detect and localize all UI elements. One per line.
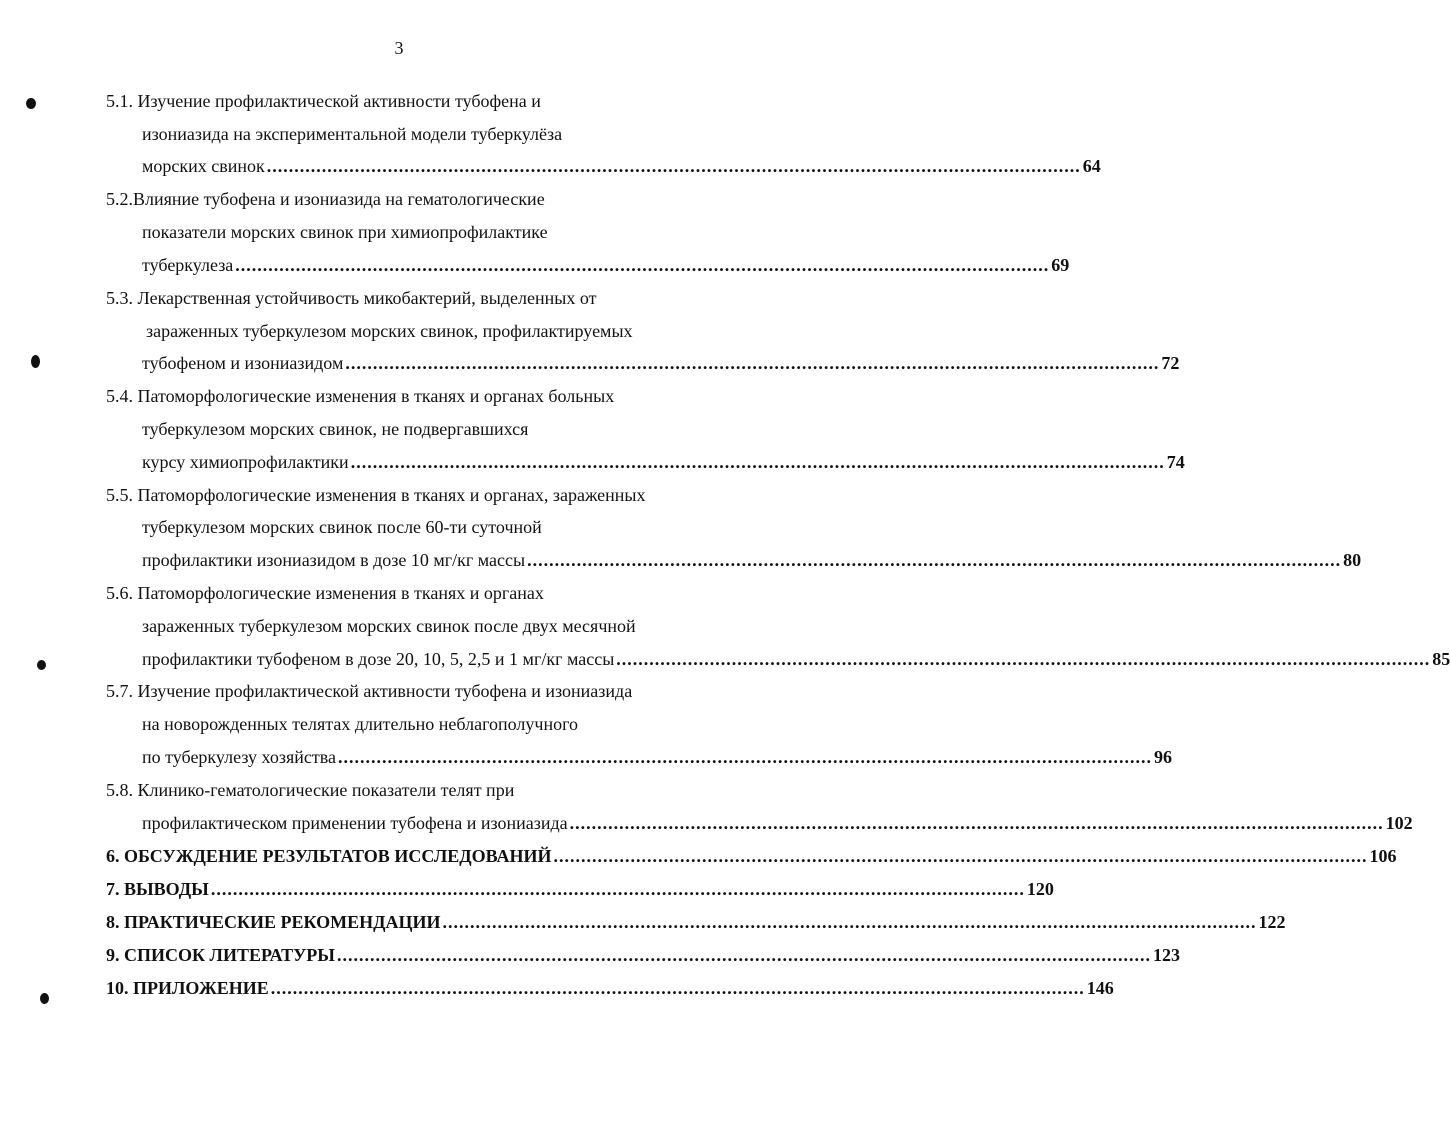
toc-chapter-title: 8. ПРАКТИЧЕСКИЕ РЕКОМЕНДАЦИИ (106, 912, 441, 932)
toc-entry-5-2[interactable] (142, 254, 1070, 276)
toc-entry-line: 5.1. Изучение профилактической активности тубофена и (106, 91, 541, 111)
toc-chapter-title: 9. СПИСОК ЛИТЕРАТУРЫ (106, 945, 335, 965)
toc-entry-5-1[interactable] (142, 155, 1101, 177)
toc-entry-title: профилактики изониазидом в дозе 10 мг/кг массы (142, 550, 526, 570)
toc-entry-line: туберкулезом морских свинок после 60-ти суточной (142, 517, 542, 537)
toc-page-number: 123 (1152, 945, 1180, 965)
toc-dot-leader: .................................................................................................................................................... (442, 912, 1257, 932)
toc-dot-leader: .................................................................................................................................................... (270, 978, 1085, 998)
toc-dot-leader: .................................................................................................................................................... (345, 353, 1160, 373)
toc-entry-title: морских свинок (142, 156, 265, 176)
toc-entry-5-3[interactable] (142, 352, 1180, 374)
toc-entry-line: 5.7. Изучение профилактической активности тубофена и изониазида (106, 681, 633, 701)
toc-page-number: 146 (1086, 978, 1114, 998)
toc-entry-line: туберкулезом морских свинок, не подвергавшихся (142, 419, 529, 439)
toc-entry-title: курсу химиопрофилактики (142, 452, 349, 472)
toc-dot-leader: .................................................................................................................................................... (616, 649, 1431, 669)
toc-page-number: 69 (1051, 255, 1070, 275)
toc-dot-leader: .................................................................................................................................................... (266, 156, 1081, 176)
punch-hole-mark (40, 993, 49, 1004)
toc-entry-line: 5.2.Влияние тубофена и изониазида на гематологические (106, 189, 545, 209)
toc-page-number: 106 (1369, 846, 1397, 866)
toc-dot-leader: .................................................................................................................................................... (350, 452, 1165, 472)
toc-chapter-8[interactable] (106, 911, 1286, 933)
toc-entry-line: 5.4. Патоморфологические изменения в тканях и органах больных (106, 386, 615, 406)
toc-page-number: 64 (1082, 156, 1101, 176)
toc-entry-title: тубофеном и изониазидом (142, 353, 344, 373)
toc-entry-line: показатели морских свинок при химиопрофилактике (142, 222, 548, 242)
toc-dot-leader: .................................................................................................................................................... (569, 813, 1384, 833)
toc-entry-5-8[interactable] (142, 812, 1413, 834)
toc-dot-leader: .................................................................................................................................................... (553, 846, 1368, 866)
toc-page-number: 122 (1258, 912, 1286, 932)
toc-chapter-6[interactable] (106, 845, 1397, 867)
toc-dot-leader: .................................................................................................................................................... (210, 879, 1025, 899)
toc-chapter-title: 10. ПРИЛОЖЕНИЕ (106, 978, 269, 998)
toc-entry-title: профилактическом применении тубофена и изониазида (142, 813, 568, 833)
toc-entry-5-7[interactable] (142, 746, 1173, 768)
toc-chapter-9[interactable] (106, 944, 1180, 966)
toc-entry-line: на новорожденных телятах длительно неблагополучного (142, 714, 579, 734)
toc-dot-leader: .................................................................................................................................................... (527, 550, 1342, 570)
toc-page-number: 120 (1026, 879, 1054, 899)
toc-chapter-7[interactable] (106, 878, 1054, 900)
toc-page-number: 85 (1432, 649, 1450, 669)
page-number: 3 (394, 38, 404, 58)
toc-entry-line: зараженных туберкулезом морских свинок после двух месячной (142, 616, 636, 636)
toc-dot-leader: .................................................................................................................................................... (338, 747, 1153, 767)
toc-dot-leader: .................................................................................................................................................... (235, 255, 1050, 275)
toc-entry-5-5[interactable] (142, 549, 1362, 571)
toc-chapter-10[interactable] (106, 977, 1114, 999)
toc-entry-line: 5.6. Патоморфологические изменения в тканях и органах (106, 583, 544, 603)
toc-chapter-title: 6. ОБСУЖДЕНИЕ РЕЗУЛЬТАТОВ ИССЛЕДОВАНИЙ (106, 846, 552, 866)
toc-entry-line: зараженных туберкулезом морских свинок, профилактируемых (146, 321, 633, 341)
toc-entry-line: изониазида на экспериментальной модели туберкулёза (142, 124, 563, 144)
toc-dot-leader: .................................................................................................................................................... (336, 945, 1151, 965)
punch-hole-mark (26, 98, 36, 109)
toc-entry-line: 5.3. Лекарственная устойчивость микобактерий, выделенных от (106, 288, 597, 308)
toc-entry-title: туберкулеза (142, 255, 234, 275)
toc-entry-5-4[interactable] (142, 451, 1185, 473)
toc-page-number: 80 (1343, 550, 1362, 570)
toc-entry-line: 5.8. Клинико-гематологические показатели телят при (106, 780, 515, 800)
toc-chapter-title: 7. ВЫВОДЫ (106, 879, 209, 899)
toc-entry-title: по туберкулезу хозяйства (142, 747, 337, 767)
punch-hole-mark (37, 660, 46, 670)
toc-page-number: 96 (1154, 747, 1173, 767)
toc-page-number: 74 (1166, 452, 1185, 472)
toc-page-number: 72 (1161, 353, 1180, 373)
toc-entry-5-6[interactable] (142, 648, 1450, 670)
toc-entry-title: профилактики тубофеном в дозе 20, 10, 5, 2,5 и 1 мг/кг массы (142, 649, 615, 669)
punch-hole-mark (31, 355, 40, 368)
toc-page-number: 102 (1385, 813, 1413, 833)
toc-entry-line: 5.5. Патоморфологические изменения в тканях и органах, зараженных (106, 485, 646, 505)
